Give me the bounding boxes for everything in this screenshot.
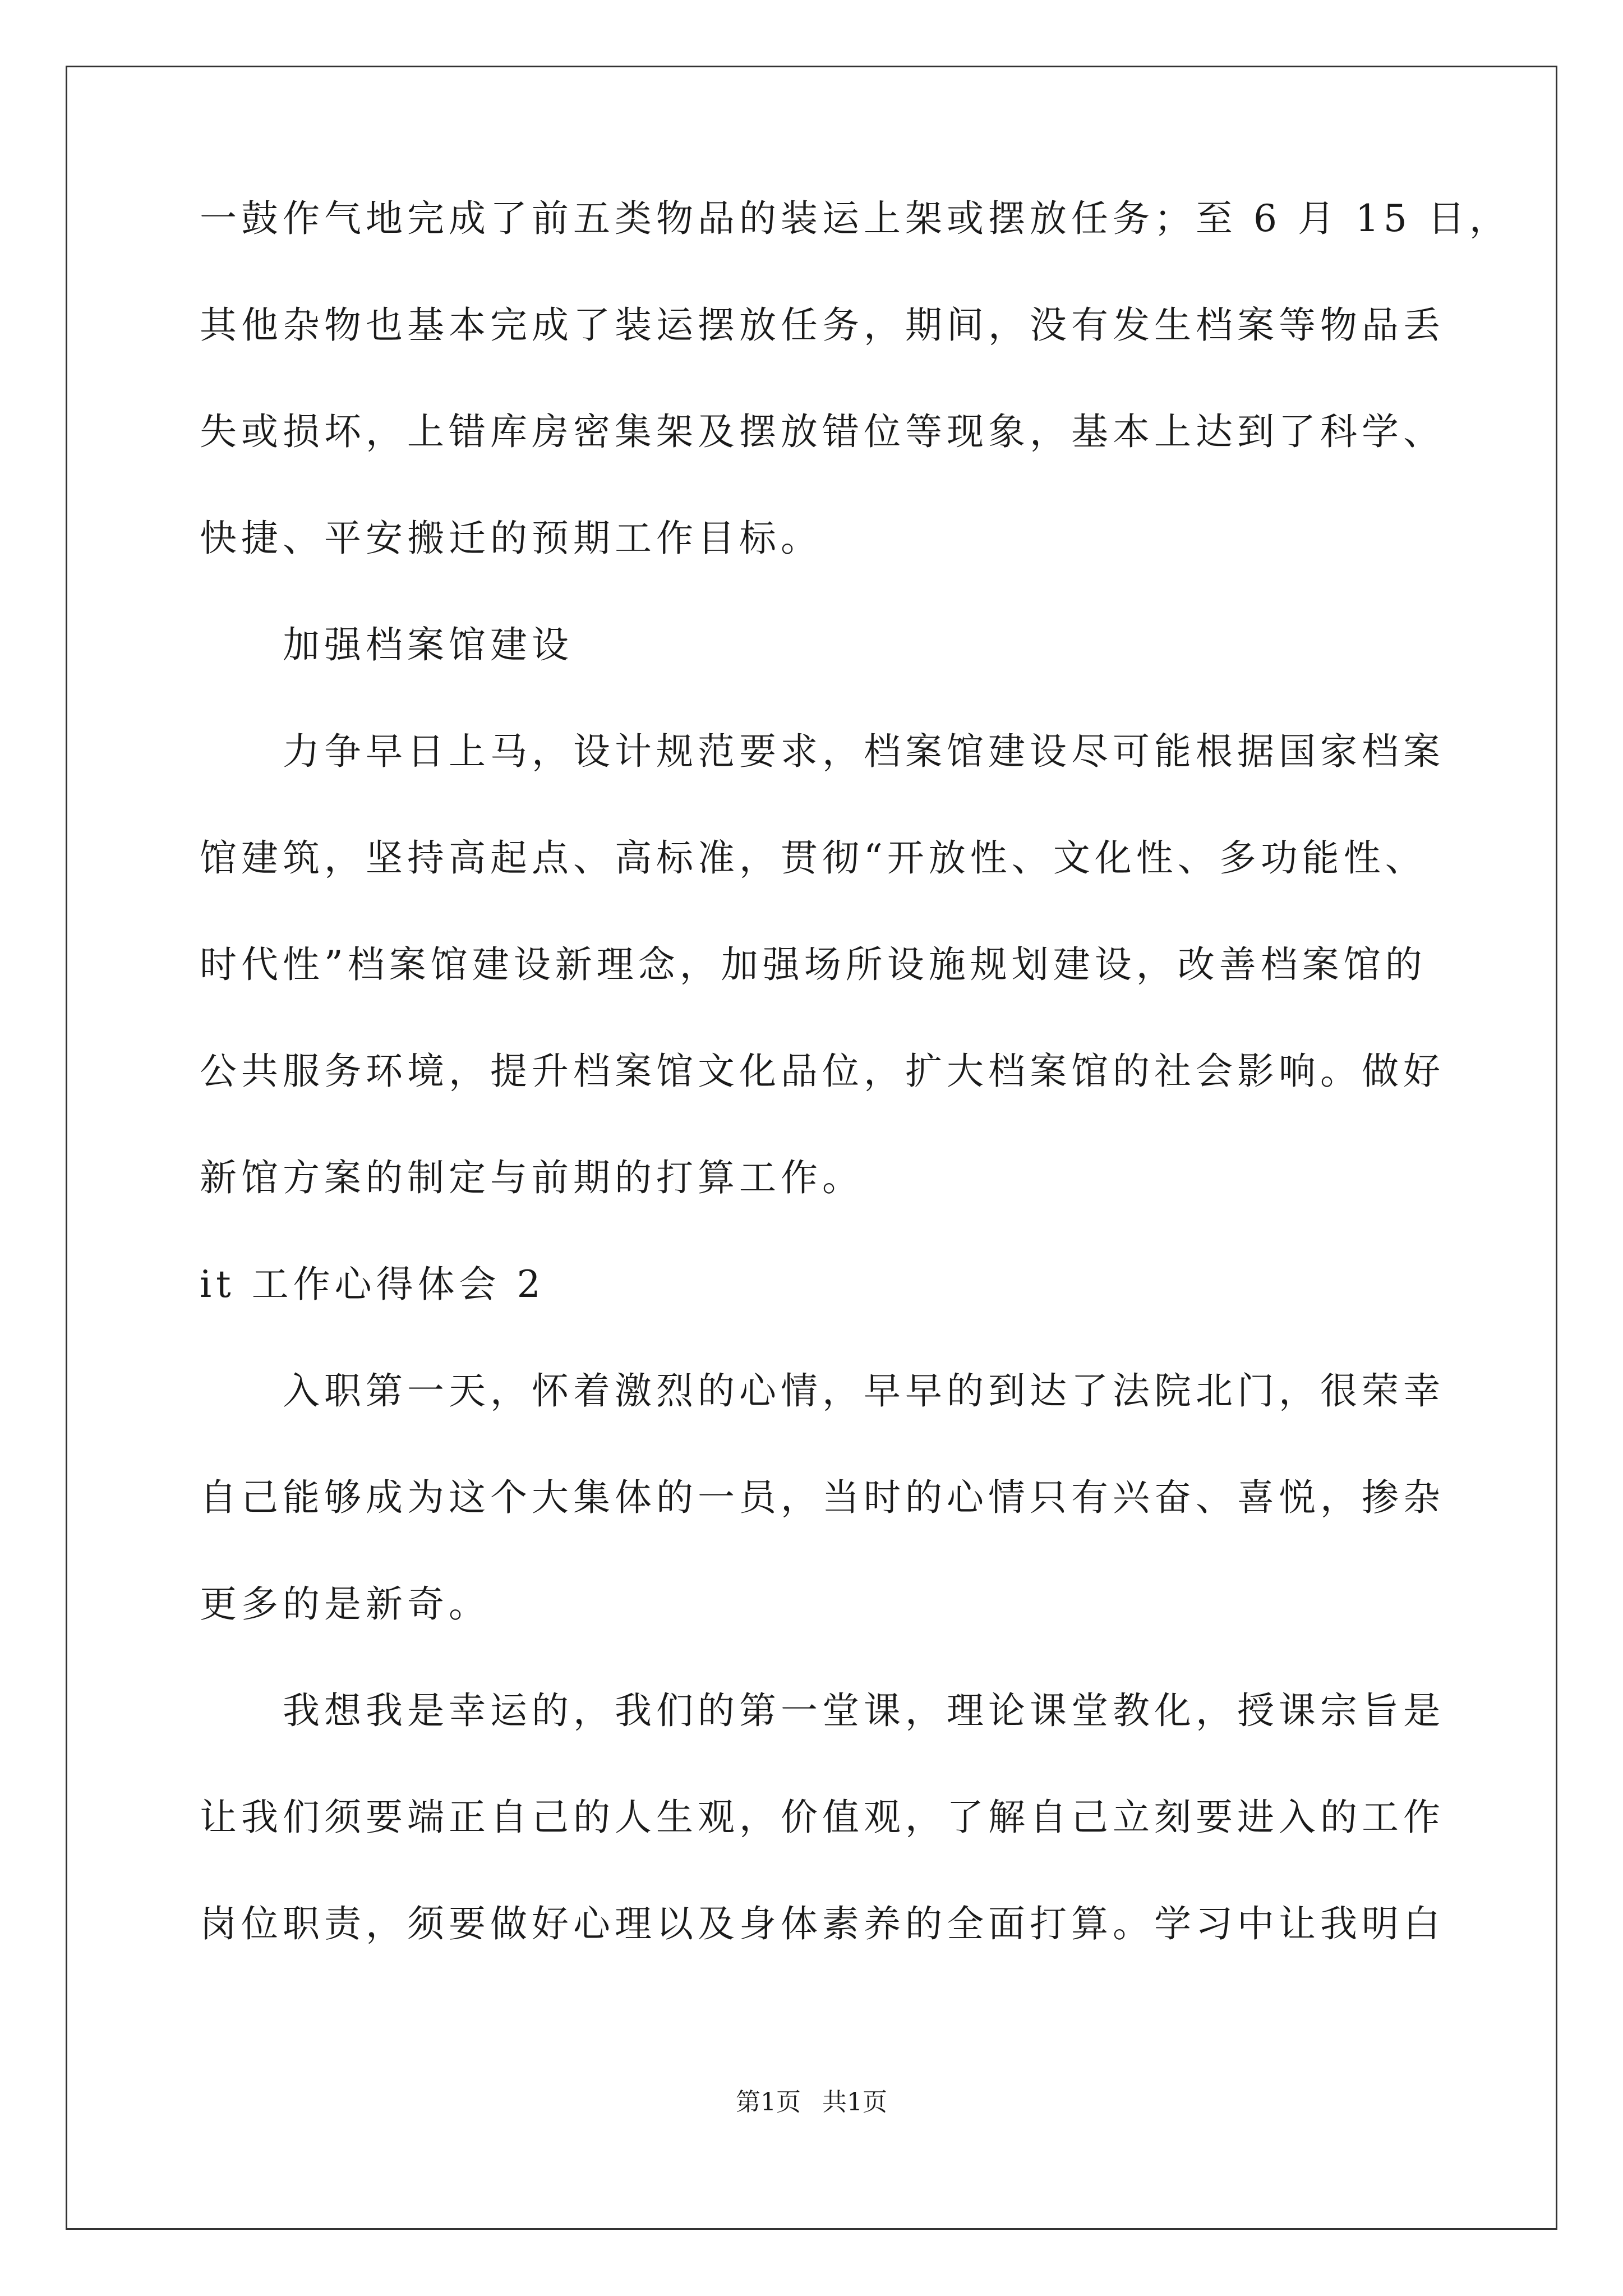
page-footer bbox=[0, 2086, 1623, 2119]
text-line: 入职第一天，怀着激烈的心情，早早的到达了法院北门，很荣幸 bbox=[283, 1369, 1445, 1412]
text-line: 快捷、平安搬迁的预期工作目标。 bbox=[200, 517, 822, 560]
text-line: 失或损坏，上错库房密集架及摆放错位等现象，基本上达到了科学、 bbox=[200, 410, 1445, 453]
text-line: 更多的是新奇。 bbox=[200, 1582, 490, 1626]
text-line: 公共服务环境，提升档案馆文化品位，扩大档案馆的社会影响。做好 bbox=[200, 1050, 1445, 1093]
text-line: 我想我是幸运的，我们的第一堂课，理论课堂教化，授课宗旨是 bbox=[283, 1689, 1445, 1732]
page-total: 共1页 bbox=[822, 2088, 887, 2116]
section-heading: 加强档案馆建设 bbox=[283, 623, 573, 666]
text-line: 时代性”档案馆建设新理念，加强场所设施规划建设，改善档案馆的 bbox=[200, 943, 1427, 986]
page-number: 第1页 bbox=[736, 2088, 801, 2116]
text-line: 力争早日上马，设计规范要求，档案馆建设尽可能根据国家档案 bbox=[283, 730, 1445, 773]
text-line: 一鼓作气地完成了前五类物品的装运上架或摆放任务；至 6 月 15 日， bbox=[200, 197, 1511, 240]
text-line: 馆建筑，坚持高起点、高标准，贯彻“开放性、文化性、多功能性、 bbox=[200, 836, 1427, 880]
text-line: 让我们须要端正自己的人生观，价值观，了解自己立刻要进入的工作 bbox=[200, 1796, 1445, 1839]
section-title: it 工作心得体会 2 bbox=[200, 1263, 545, 1306]
text-line: 自己能够成为这个大集体的一员，当时的心情只有兴奋、喜悦，掺杂 bbox=[200, 1476, 1445, 1519]
text-line: 新馆方案的制定与前期的打算工作。 bbox=[200, 1156, 864, 1199]
text-line: 其他杂物也基本完成了装运摆放任务，期间，没有发生档案等物品丢 bbox=[200, 303, 1445, 347]
text-line: 岗位职责，须要做好心理以及身体素养的全面打算。学习中让我明白 bbox=[200, 1902, 1445, 1945]
